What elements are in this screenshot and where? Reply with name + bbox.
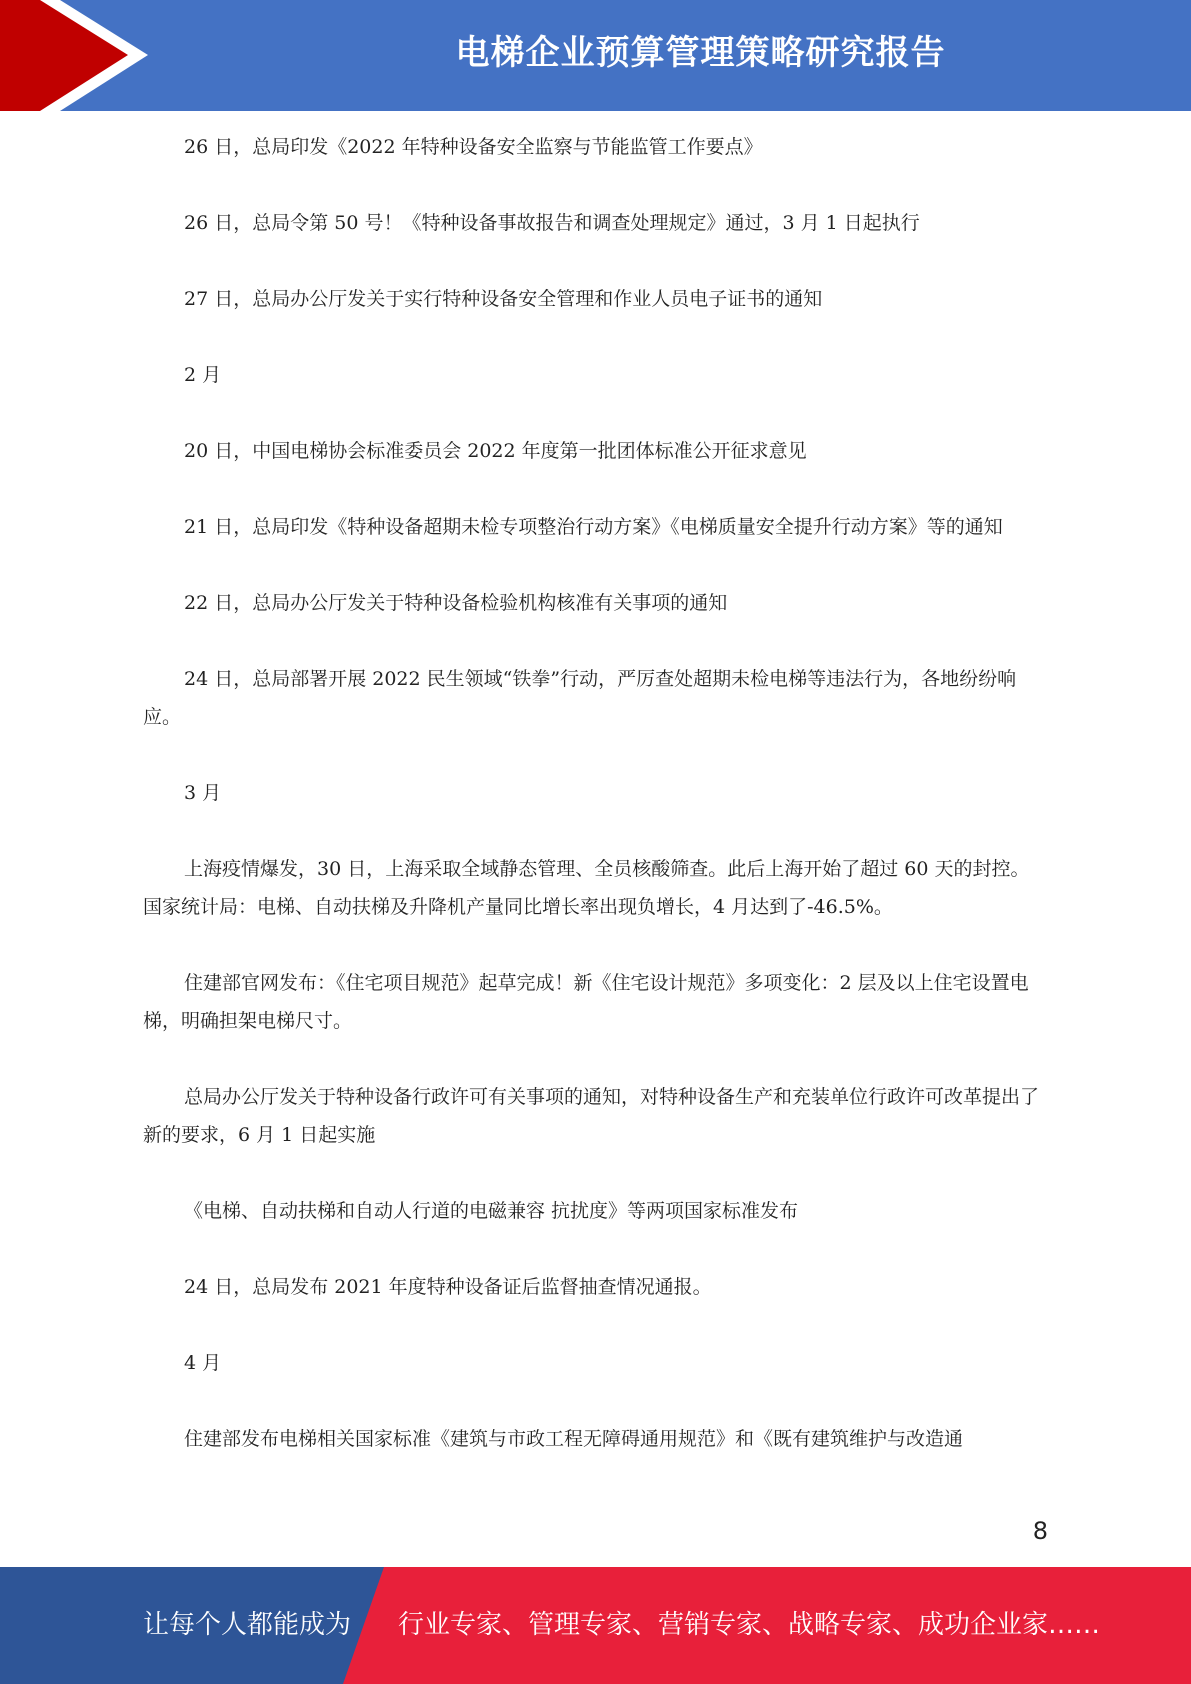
paragraph: 20 日，中国电梯协会标准委员会 2022 年度第一批团体标准公开征求意见 [184,440,807,462]
footer-slogan-lead: 让每个人都能成为 [143,1610,352,1640]
paragraph: 总局办公厅发关于特种设备行政许可有关事项的通知，对特种设备生产和充装单位行政许可改革提出了新的要求，6 月 1 日起实施 [143,1086,1040,1146]
page-footer [0,1567,1191,1684]
paragraph: 22 日，总局办公厅发关于特种设备检验机构核准有关事项的通知 [184,592,728,614]
paragraph: 21 日，总局印发《特种设备超期未检专项整治行动方案》《电梯质量安全提升行动方案》等的通知 [184,516,1003,538]
page-number: 8 [1032,1517,1048,1545]
paragraph: 24 日，总局发布 2021 年度特种设备证后监督抽查情况通报。 [184,1276,712,1298]
paragraph: 住建部官网发布：《住宅项目规范》起草完成！新《住宅设计规范》多项变化：2 层及以上住宅设置电梯，明确担架电梯尺寸。 [143,972,1029,1032]
paragraph: 27 日，总局办公厅发关于实行特种设备安全管理和作业人员电子证书的通知 [184,288,823,310]
month-heading: 2 月 [184,364,222,386]
paragraph: 《电梯、自动扶梯和自动人行道的电磁兼容 抗扰度》等两项国家标准发布 [184,1200,799,1222]
paragraph: 24 日，总局部署开展 2022 民生领域“铁拳”行动，严厉查处超期未检电梯等违法行为，各地纷纷响应。 [143,668,1017,728]
page-header [0,0,1191,111]
paragraph: 26 日，总局令第 50 号！《特种设备事故报告和调查处理规定》通过，3 月 1 日起执行 [184,212,920,234]
paragraph: 上海疫情爆发，30 日，上海采取全域静态管理、全员核酸筛查。此后上海开始了超过 60 天的封控。国家统计局：电梯、自动扶梯及升降机产量同比增长率出现负增长，4 月达到了-46.5%。 [143,858,1030,918]
month-heading: 3 月 [184,782,222,804]
footer-slogan-roles: 行业专家、管理专家、营销专家、战略专家、成功企业家…… [398,1610,1101,1640]
document-body [143,128,1048,1496]
paragraph: 26 日，总局印发《2022 年特种设备安全监察与节能监管工作要点》 [184,136,763,158]
paragraph: 住建部发布电梯相关国家标准《建筑与市政工程无障碍通用规范》和《既有建筑维护与改造通 [184,1428,964,1450]
document-title: 电梯企业预算管理策略研究报告 [455,33,946,73]
month-heading: 4 月 [184,1352,222,1374]
